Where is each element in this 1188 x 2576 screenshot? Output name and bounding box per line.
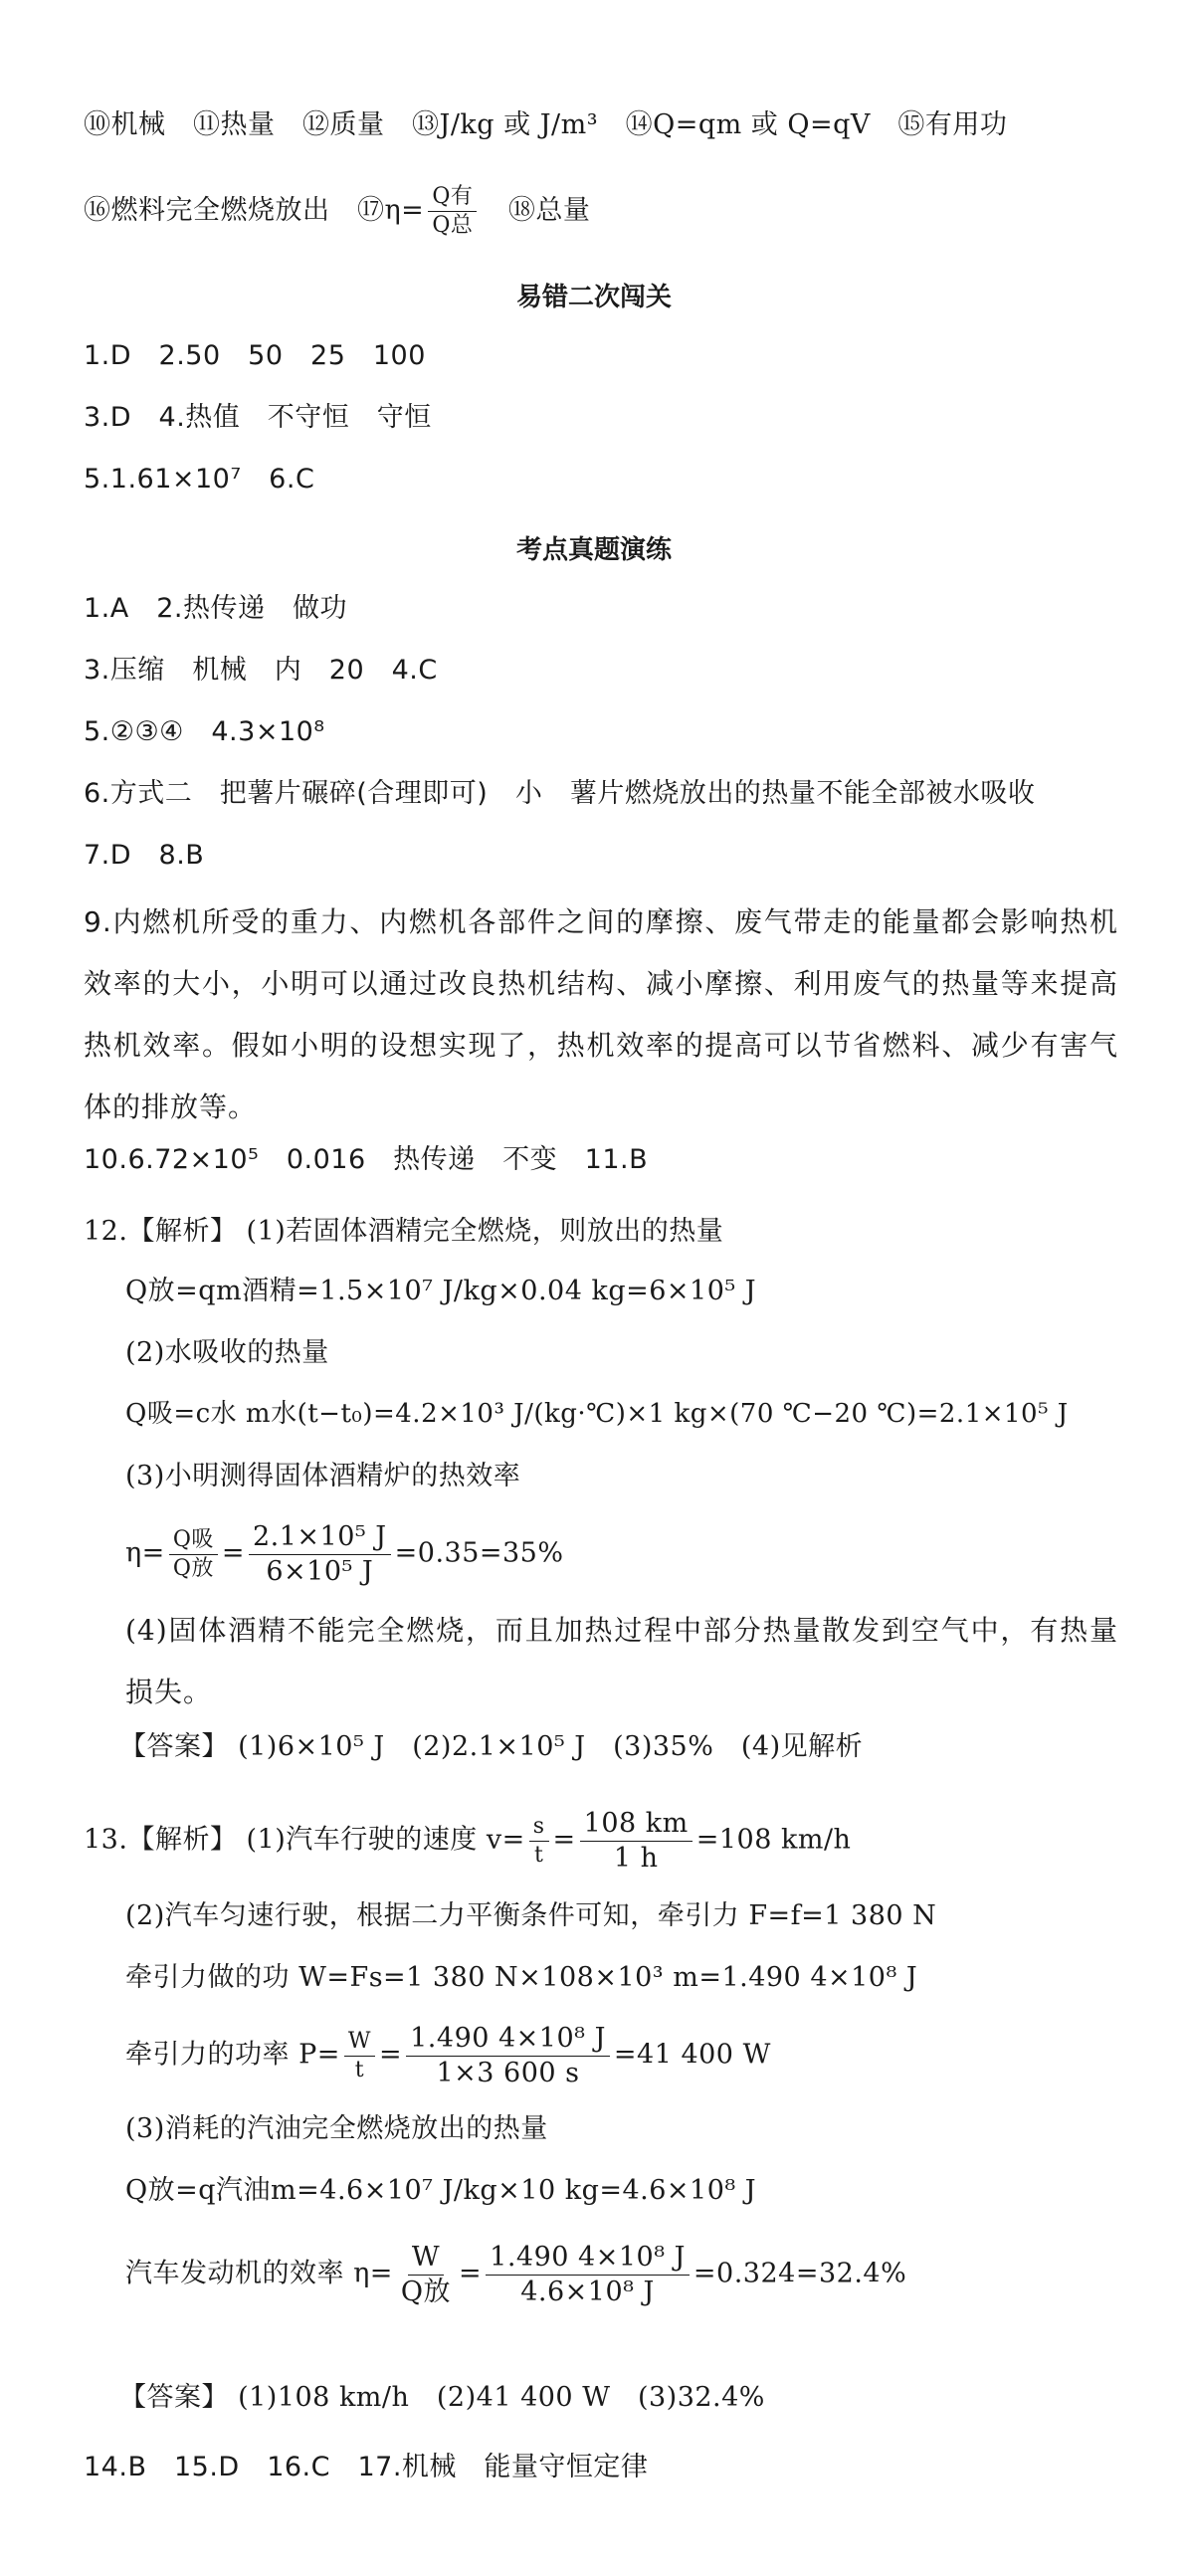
sec1-line-3: 5.1.61×10⁷ 6.C [84,464,315,495]
speed-result: =108 km/h [695,1824,852,1856]
efficiency-result: =0.324=32.4% [693,2258,907,2289]
q13-line-4 [125,2024,771,2087]
q13-line-2: (2)汽车匀速行驶，根据二力平衡条件可知，牵引力 F=f=1 380 N [125,1900,937,1931]
equals-sign: = [459,2258,483,2289]
efficiency-fraction-numeric [486,2243,690,2306]
speed-fraction-numeric [580,1809,693,1873]
top-answers-line-1: ⑩机械 ⑪热量 ⑫质量 ⑬J/kg 或 J/m³ ⑭Q=qm 或 Q=qV ⑮有用功 [84,109,1008,140]
fraction-denominator: t [533,1842,544,1868]
q12-answer: 【答案】 (1)6×10⁵ J (2)2.1×10⁵ J (3)35% (4)见解析 [119,1731,864,1762]
fraction-numerator: 1.490 4×10⁸ J [406,2024,610,2057]
fraction-numerator: Q有 [428,185,477,212]
fraction-denominator: Q总 [432,213,474,239]
q13-prefix: 13.【解析】 (1)汽车行驶的速度 v= [84,1824,525,1856]
q13-line-1 [84,1809,851,1873]
q13-line-5: (3)消耗的汽油完全燃烧放出的热量 [125,2113,548,2144]
power-fraction-symbolic [344,2030,375,2082]
q12-line-3: (2)水吸收的热量 [125,1337,329,1368]
sec2-line-4: 6.方式二 把薯片碾碎(合理即可) 小 薯片燃烧放出的热量不能全部被水吸收 [84,778,1036,809]
sec2-line-1: 1.A 2.热传递 做功 [84,593,347,624]
fraction-denominator: 4.6×10⁸ J [520,2276,655,2307]
equals-sign: = [379,2039,403,2071]
fraction-denominator: 6×10⁵ J [266,1555,374,1587]
sec2-line-2: 3.压缩 机械 内 20 4.C [84,655,438,686]
eta-result: =0.35=35% [394,1537,564,1569]
power-fraction-numeric [406,2024,610,2087]
efficiency-fraction [428,185,477,238]
equals-sign: = [552,1824,576,1856]
power-result: =41 400 W [613,2039,771,2071]
sec2-line-10: 10.6.72×10⁵ 0.016 热传递 不变 11.B [84,1144,649,1175]
q13-answer: 【答案】 (1)108 km/h (2)41 400 W (3)32.4% [119,2382,765,2413]
fraction-denominator: 1×3 600 s [436,2057,580,2088]
top-answers-line-2 [84,185,590,238]
q12-line-1: 12.【解析】 (1)若固体酒精完全燃烧，则放出的热量 [84,1216,724,1247]
q12-line-5: (3)小明测得固体酒精炉的热效率 [125,1461,521,1491]
fraction-denominator: Q放 [172,1555,214,1581]
q12-line-6 [125,1522,564,1586]
q13-line-6: Q放=q汽油m=4.6×10⁷ J/kg×10 kg=4.6×10⁸ J [125,2175,757,2206]
line2-prefix: ⑯燃料完全燃烧放出 ⑰η= [84,195,425,227]
sec2-line-3: 5.②③④ 4.3×10⁸ [84,716,325,747]
answer-9-paragraph: 9.内燃机所受的重力、内燃机各部件之间的摩擦、废气带走的能量都会影响热机效率的大小，小明可以通过改良热机结构、减小摩擦、利用废气的热量等来提高热机效率。假如小明的设想实现了，热机效率的提高可以节省燃料、减少有害气体的排放等。 [84,905,1118,1123]
fraction-numerator: 108 km [580,1809,693,1842]
final-answers-line: 14.B 15.D 16.C 17.机械 能量守恒定律 [84,2452,649,2482]
q12-line-2: Q放=qm酒精=1.5×10⁷ J/kg×0.04 kg=6×10⁵ J [125,1276,757,1306]
power-prefix: 牵引力的功率 P= [125,2039,340,2071]
fraction-denominator: t [354,2057,365,2082]
q12-line-4: Q吸=c水 m水(t−t₀)=4.2×10³ J/(kg·℃)×1 kg×(70 ℃−20 ℃)=2.1×10⁵ J [125,1399,1069,1429]
sec1-line-1: 1.D 2.50 50 25 100 [84,340,426,371]
q12-fraction-1 [169,1528,218,1581]
sec1-line-2: 3.D 4.热值 不守恒 守恒 [84,402,432,433]
fraction-numerator: Q吸 [169,1528,218,1555]
fraction-numerator: s [529,1815,549,1842]
speed-fraction-symbolic [529,1815,549,1868]
efficiency-fraction-symbolic [397,2243,455,2306]
fraction-denominator: 1 h [613,1842,659,1874]
fraction-numerator: W [408,2243,444,2276]
q12-paragraph-4: (4)固体酒精不能完全燃烧，而且加热过程中部分热量散发到空气中，有热量损失。 [125,1614,1118,1708]
section-heading-2: 考点真题演练 [515,535,672,565]
fraction-numerator: 2.1×10⁵ J [249,1522,391,1555]
sec2-line-5: 7.D 8.B [84,840,205,871]
q13-line-3: 牵引力做的功 W=Fs=1 380 N×108×10³ m=1.490 4×10⁸ J [125,1962,918,1993]
q12-fraction-2 [249,1522,391,1586]
q13-line-7 [125,2243,906,2306]
equals-sign: = [221,1537,245,1569]
fraction-numerator: W [344,2030,375,2057]
efficiency-prefix: 汽车发动机的效率 η= [125,2258,393,2289]
eta-prefix: η= [125,1537,165,1569]
line2-suffix: ⑱总量 [481,195,591,227]
fraction-numerator: 1.490 4×10⁸ J [486,2243,690,2276]
fraction-denominator: Q放 [400,2276,452,2307]
section-heading-1: 易错二次闯关 [515,283,672,312]
